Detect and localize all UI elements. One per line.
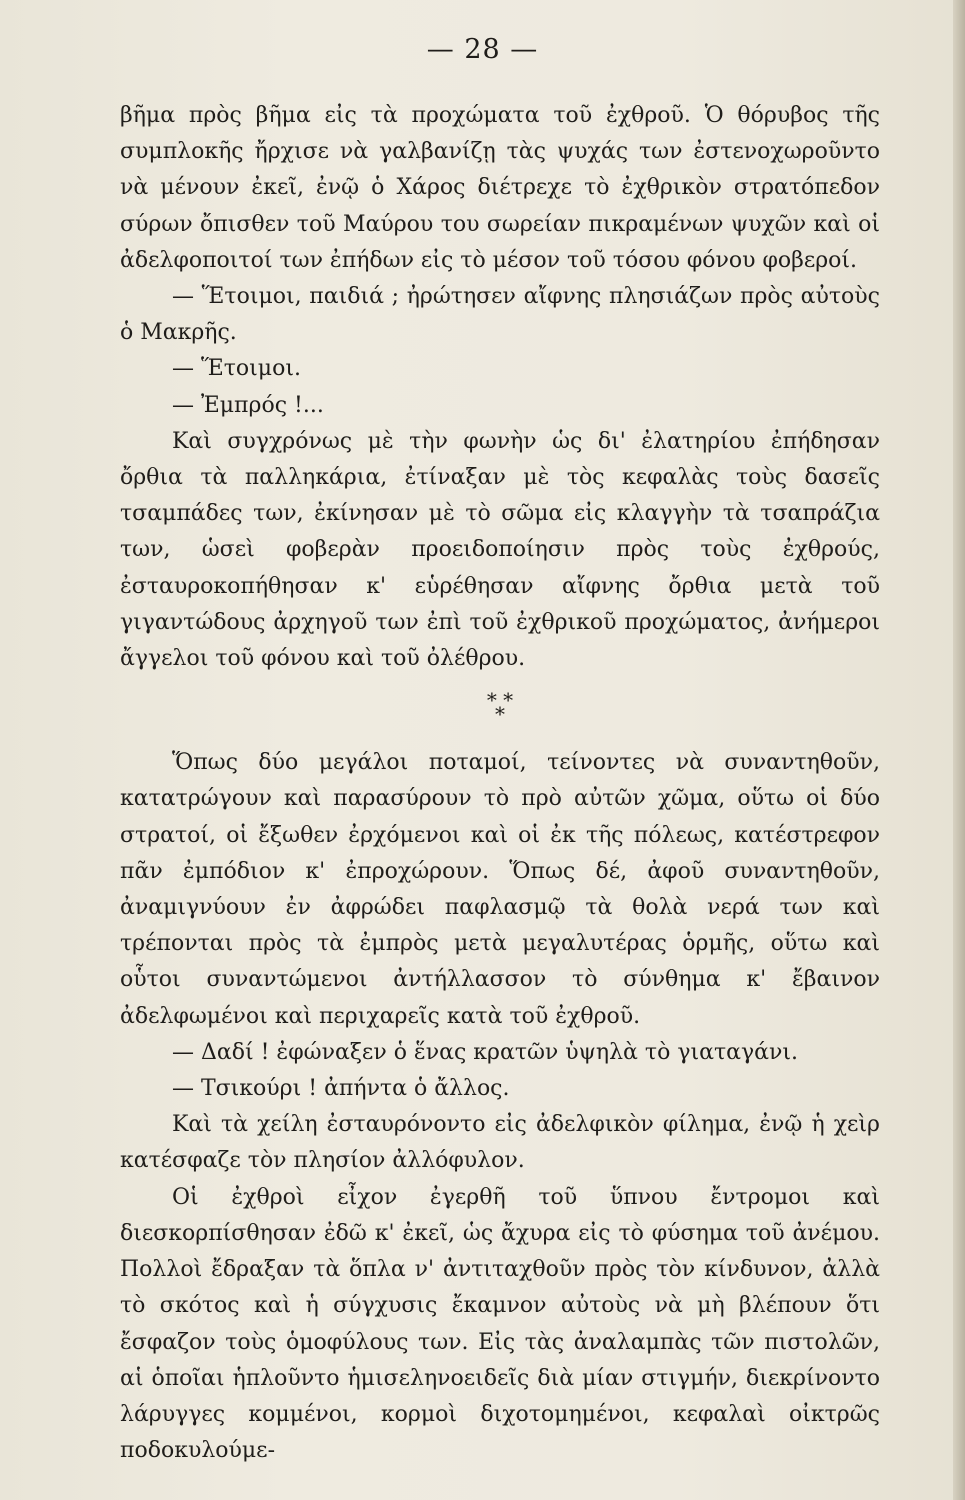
dialogue-line: — Τσικούρι ! ἀπήντα ὁ ἄλλος.: [172, 1076, 510, 1102]
paragraph: Καὶ συγχρόνως μὲ τὴν φωνὴν ὡς δι' ἐλατηρίου ἐπήδησαν ὄρθια τὰ παλληκάρια, ἐτίναξαν μὲ τὸς κεφαλὰς τοὺς δασεῖς τσαμπάδες των, ἐκίνησαν μὲ τὸ σῶμα εἰς κλαγγὴν τὰ τσαπράζια των, ὡσεὶ φοβερὰν προειδοποίησιν πρὸς τοὺς ἐχθρούς, ἐσταυροκοπήθησαν κ' εὑρέθησαν αἴφνης ὄρθια μετὰ τοῦ γιγαντώδους ἀρχηγοῦ των ἐπὶ τοῦ ἐχθρικοῦ προχώματος, ἀνήμεροι ἄγγελοι τοῦ φόνου καὶ τοῦ ὀλέθρου.: [120, 428, 880, 672]
body-text: [120, 98, 880, 1469]
asterism: * * *: [486, 688, 514, 727]
page-edge: [953, 0, 965, 1500]
dialogue-line: — Ἐμπρός !...: [172, 392, 324, 418]
dialogue-line: — Δαδί ! ἐφώναξεν ὁ ἕνας κρατῶν ὑψηλὰ τὸ γιαταγάνι.: [172, 1039, 798, 1065]
paragraph: Οἱ ἐχθροὶ εἶχον ἐγερθῆ τοῦ ὕπνου ἔντρομοι καὶ διεσκορπίσθησαν ἐδῶ κ' ἐκεῖ, ὡς ἄχυρα εἰς τὸ φύσημα τοῦ ἀνέμου. Πολλοὶ ἔδραξαν τὰ ὅπλα ν' ἀντιταχθοῦν πρὸς τὸν κίνδυνον, ἀλλὰ τὸ σκότος καὶ ἡ σύγχυσις ἔκαμνον αὐτοὺς νὰ μὴ βλέπουν ὅτι ἔσφαζον τοὺς ὁμοφύλους των. Εἰς τὰς ἀναλαμπὰς τῶν πιστολῶν, αἱ ὁποῖαι ἡπλοῦντο ἡμισεληνοειδεῖς διὰ μίαν στιγμήν, διεκρίνοντο λάρυγγες κομμένοι, κορμοὶ διχοτομημένοι, κεφαλαὶ οἰκτρῶς ποδοκυλούμε-: [120, 1184, 880, 1464]
dialogue-line: — Ἕτοιμοι.: [172, 356, 301, 382]
page-number: — 28 —: [426, 34, 539, 65]
paragraph: Καὶ τὰ χείλη ἐσταυρόνοντο εἰς ἀδελφικὸν φίλημα, ἐνῷ ἡ χεὶρ κατέσφαζε τὸν πλησίον ἀλλόφυλον.: [120, 1112, 880, 1174]
section-separator: [120, 677, 880, 745]
paragraph: Ὅπως δύο μεγάλοι ποταμοί, τείνοντες νὰ συναντηθοῦν, κατατρώγουν καὶ παρασύρουν τὸ πρὸ αὐτῶν χῶμα, οὕτω οἱ δύο στρατοί, οἱ ἔξωθεν ἐρχόμενοι καὶ οἱ ἐκ τῆς πόλεως, κατέστρεφον πᾶν ἐμπόδιον κ' ἐπροχώρουν. Ὅπως δέ, ἀφοῦ συναντηθοῦν, ἀναμιγνύουν ἐν ἀφρώδει παφλασμῷ τὰ θολὰ νερά των καὶ τρέπονται πρὸς τὰ ἐμπρὸς μετὰ μεγαλυτέρας ὁρμῆς, οὕτω καὶ οὗτοι συναντώμενοι ἀντήλλασσον τὸ σύνθημα κ' ἔβαινον ἀδελφωμένοι καὶ περιχαρεῖς κατὰ τοῦ ἐχθροῦ.: [120, 750, 880, 1029]
dialogue-line: — Ἕτοιμοι, παιδιά ; ἠρώτησεν αἴφνης πλησιάζων πρὸς αὐτοὺς ὁ Μακρῆς.: [120, 284, 880, 346]
paragraph: βῆμα πρὸς βῆμα εἰς τὰ προχώματα τοῦ ἐχθροῦ. Ὁ θόρυβος τῆς συμπλοκῆς ἤρχισε νὰ γαλβανίζῃ τὰς ψυχάς των ἐστενοχωροῦντο νὰ μένουν ἐκεῖ, ἐνῷ ὁ Χάρος διέτρεχε τὸ ἐχθρικὸν στρατόπεδον σύρων ὄπισθεν τοῦ Μαύρου του σωρείαν πικραμένων ψυχῶν καὶ οἱ ἀδελφοποιτοί των ἐπήδων εἰς τὸ μέσον τοῦ τόσου φόνου φοβεροί.: [120, 103, 880, 273]
